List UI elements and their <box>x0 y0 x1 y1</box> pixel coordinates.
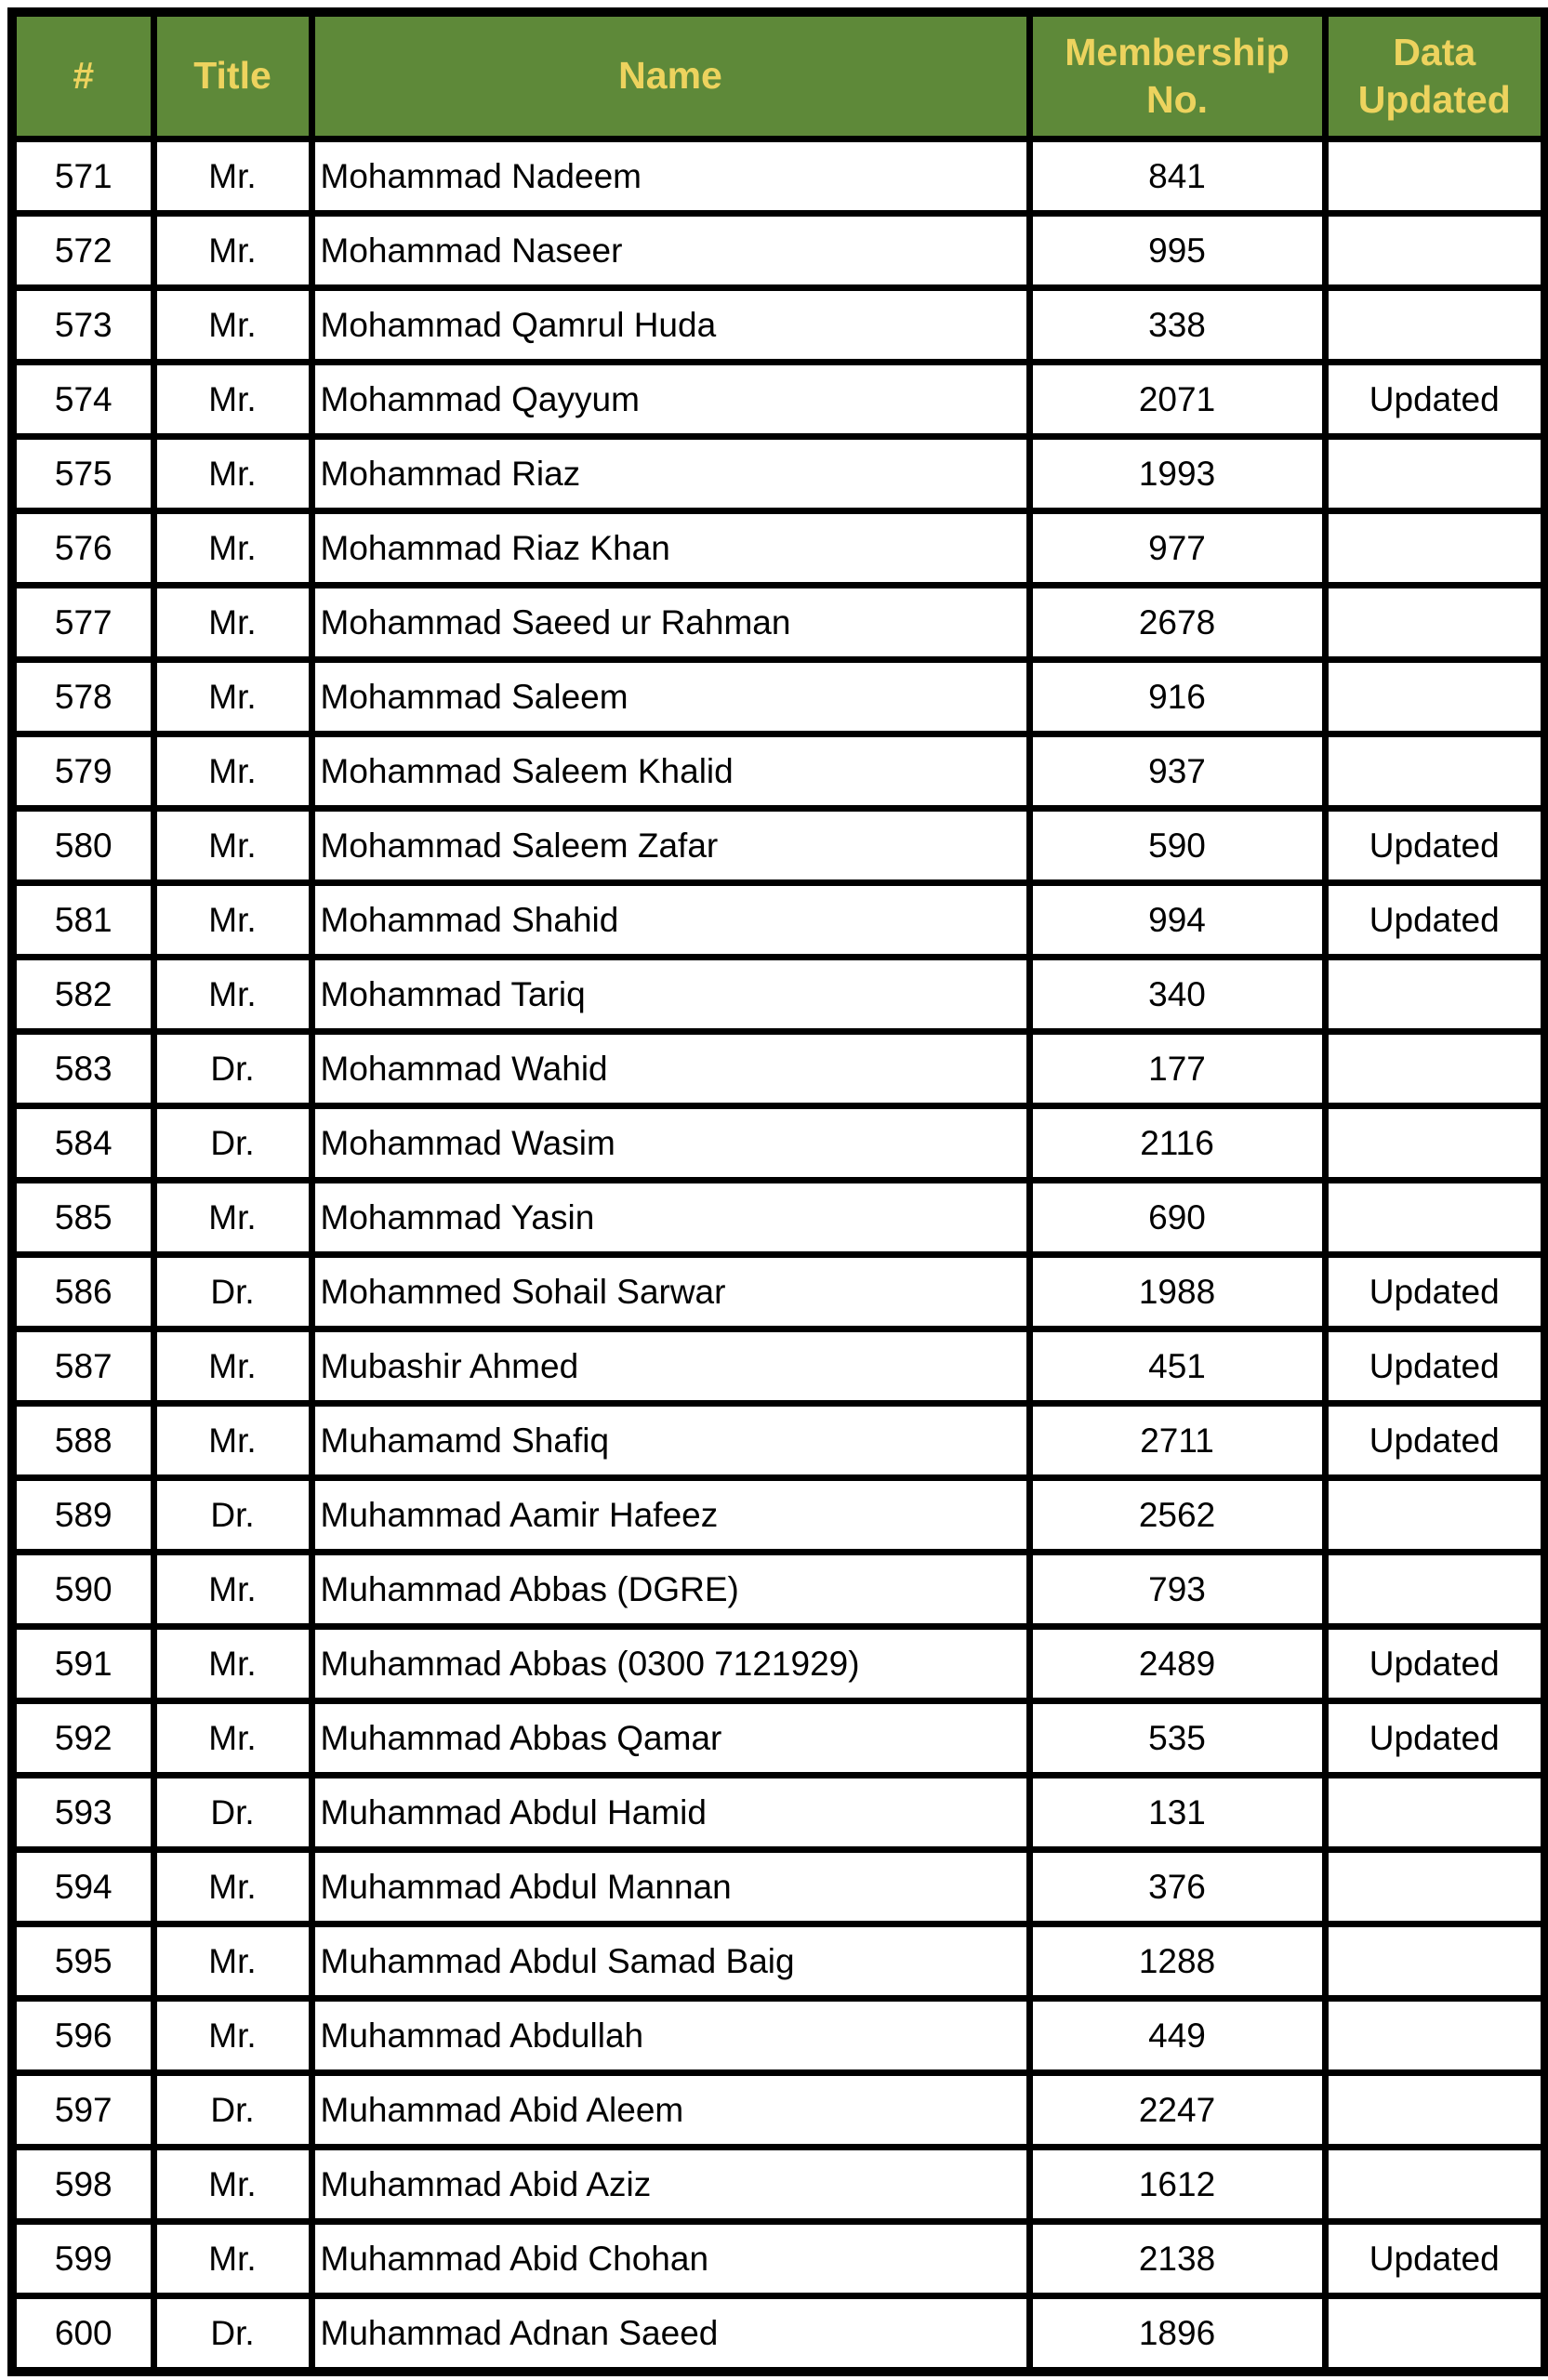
cell-title: Mr. <box>153 288 311 363</box>
table-row <box>12 734 1545 809</box>
cell-membership-no: 1288 <box>1029 1924 1325 1999</box>
cell-name: Mohammad Saleem Khalid <box>311 734 1029 809</box>
cell-membership-no: 2489 <box>1029 1627 1325 1701</box>
cell-number: 571 <box>12 139 153 214</box>
cell-data-updated <box>1325 288 1545 363</box>
cell-name: Mohammad Qamrul Huda <box>311 288 1029 363</box>
cell-data-updated <box>1325 1478 1545 1553</box>
cell-membership-no: 376 <box>1029 1850 1325 1924</box>
cell-name: Muhammad Aamir Hafeez <box>311 1478 1029 1553</box>
cell-name: Muhamamd Shafiq <box>311 1404 1029 1478</box>
cell-number: 576 <box>12 511 153 586</box>
cell-membership-no: 2116 <box>1029 1106 1325 1181</box>
cell-number: 584 <box>12 1106 153 1181</box>
cell-number: 594 <box>12 1850 153 1924</box>
table-row <box>12 660 1545 734</box>
cell-title: Mr. <box>153 958 311 1032</box>
cell-title: Mr. <box>153 139 311 214</box>
col-header-name: Name <box>311 12 1029 139</box>
cell-number: 593 <box>12 1776 153 1850</box>
cell-title: Dr. <box>153 1032 311 1106</box>
cell-membership-no: 177 <box>1029 1032 1325 1106</box>
cell-membership-no: 2071 <box>1029 363 1325 437</box>
cell-number: 586 <box>12 1255 153 1329</box>
cell-number: 581 <box>12 883 153 958</box>
table-row <box>12 1999 1545 2073</box>
cell-data-updated <box>1325 586 1545 660</box>
cell-membership-no: 2711 <box>1029 1404 1325 1478</box>
table-row <box>12 2148 1545 2222</box>
table-row <box>12 1255 1545 1329</box>
cell-title: Mr. <box>153 1181 311 1255</box>
cell-membership-no: 1993 <box>1029 437 1325 511</box>
table-row <box>12 1181 1545 1255</box>
cell-title: Dr. <box>153 1255 311 1329</box>
table-row <box>12 2222 1545 2296</box>
cell-data-updated: Updated <box>1325 809 1545 883</box>
cell-title: Mr. <box>153 1329 311 1404</box>
cell-membership-no: 793 <box>1029 1553 1325 1627</box>
cell-title: Mr. <box>153 1701 311 1776</box>
cell-membership-no: 451 <box>1029 1329 1325 1404</box>
cell-membership-no: 2562 <box>1029 1478 1325 1553</box>
cell-data-updated <box>1325 139 1545 214</box>
table-row <box>12 288 1545 363</box>
cell-name: Mohammad Saeed ur Rahman <box>311 586 1029 660</box>
cell-data-updated <box>1325 437 1545 511</box>
cell-title: Mr. <box>153 809 311 883</box>
cell-name: Muhammad Abdul Mannan <box>311 1850 1029 1924</box>
cell-number: 599 <box>12 2222 153 2296</box>
cell-membership-no: 916 <box>1029 660 1325 734</box>
cell-data-updated <box>1325 214 1545 288</box>
table-row <box>12 1924 1545 1999</box>
cell-name: Muhammad Abid Aleem <box>311 2073 1029 2148</box>
cell-number: 596 <box>12 1999 153 2073</box>
cell-name: Mohammad Wahid <box>311 1032 1029 1106</box>
cell-name: Mohammad Wasim <box>311 1106 1029 1181</box>
cell-data-updated: Updated <box>1325 1329 1545 1404</box>
cell-membership-no: 1988 <box>1029 1255 1325 1329</box>
cell-number: 585 <box>12 1181 153 1255</box>
cell-title: Mr. <box>153 1924 311 1999</box>
cell-data-updated: Updated <box>1325 1255 1545 1329</box>
cell-title: Dr. <box>153 1776 311 1850</box>
cell-data-updated <box>1325 2296 1545 2373</box>
cell-title: Dr. <box>153 1106 311 1181</box>
cell-number: 572 <box>12 214 153 288</box>
cell-number: 589 <box>12 1478 153 1553</box>
cell-membership-no: 937 <box>1029 734 1325 809</box>
cell-title: Mr. <box>153 2148 311 2222</box>
table-row <box>12 1478 1545 1553</box>
cell-membership-no: 1612 <box>1029 2148 1325 2222</box>
cell-title: Mr. <box>153 2222 311 2296</box>
cell-data-updated <box>1325 1032 1545 1106</box>
cell-name: Muhammad Abid Chohan <box>311 2222 1029 2296</box>
table-row <box>12 1553 1545 1627</box>
cell-membership-no: 2678 <box>1029 586 1325 660</box>
cell-title: Mr. <box>153 1627 311 1701</box>
cell-title: Mr. <box>153 214 311 288</box>
cell-title: Dr. <box>153 2296 311 2373</box>
cell-data-updated <box>1325 2148 1545 2222</box>
cell-title: Dr. <box>153 2073 311 2148</box>
table-row <box>12 1776 1545 1850</box>
table-row <box>12 2073 1545 2148</box>
cell-number: 588 <box>12 1404 153 1478</box>
cell-number: 582 <box>12 958 153 1032</box>
table-row <box>12 1032 1545 1106</box>
table-row <box>12 511 1545 586</box>
cell-membership-no: 1896 <box>1029 2296 1325 2373</box>
cell-title: Mr. <box>153 883 311 958</box>
cell-number: 600 <box>12 2296 153 2373</box>
cell-membership-no: 841 <box>1029 139 1325 214</box>
table-row <box>12 883 1545 958</box>
cell-number: 597 <box>12 2073 153 2148</box>
cell-title: Mr. <box>153 1404 311 1478</box>
cell-name: Mohammed Sohail Sarwar <box>311 1255 1029 1329</box>
cell-membership-no: 977 <box>1029 511 1325 586</box>
cell-name: Muhammad Abdul Hamid <box>311 1776 1029 1850</box>
col-header-data-updated: Data Updated <box>1325 12 1545 139</box>
table-row <box>12 1850 1545 1924</box>
cell-number: 575 <box>12 437 153 511</box>
cell-name: Mohammad Saleem <box>311 660 1029 734</box>
col-header-membership-no: Membership No. <box>1029 12 1325 139</box>
cell-number: 598 <box>12 2148 153 2222</box>
cell-name: Muhammad Abbas (DGRE) <box>311 1553 1029 1627</box>
table-row <box>12 1329 1545 1404</box>
cell-data-updated <box>1325 1553 1545 1627</box>
cell-data-updated: Updated <box>1325 2222 1545 2296</box>
cell-number: 573 <box>12 288 153 363</box>
cell-title: Mr. <box>153 437 311 511</box>
cell-number: 587 <box>12 1329 153 1404</box>
table-row <box>12 214 1545 288</box>
cell-title: Mr. <box>153 363 311 437</box>
cell-title: Mr. <box>153 1999 311 2073</box>
cell-number: 574 <box>12 363 153 437</box>
cell-title: Mr. <box>153 734 311 809</box>
cell-number: 590 <box>12 1553 153 1627</box>
table-row <box>12 1627 1545 1701</box>
table-row <box>12 1404 1545 1478</box>
cell-name: Muhammad Adnan Saeed <box>311 2296 1029 2373</box>
cell-data-updated <box>1325 1181 1545 1255</box>
cell-membership-no: 994 <box>1029 883 1325 958</box>
cell-data-updated <box>1325 1106 1545 1181</box>
cell-membership-no: 995 <box>1029 214 1325 288</box>
cell-data-updated: Updated <box>1325 363 1545 437</box>
cell-membership-no: 338 <box>1029 288 1325 363</box>
cell-data-updated: Updated <box>1325 1627 1545 1701</box>
cell-membership-no: 2138 <box>1029 2222 1325 2296</box>
header-row <box>12 12 1545 139</box>
table-row <box>12 437 1545 511</box>
cell-title: Dr. <box>153 1478 311 1553</box>
cell-name: Mohammad Qayyum <box>311 363 1029 437</box>
cell-name: Mohammad Saleem Zafar <box>311 809 1029 883</box>
col-header-title: Title <box>153 12 311 139</box>
cell-membership-no: 590 <box>1029 809 1325 883</box>
cell-name: Mohammad Riaz Khan <box>311 511 1029 586</box>
cell-title: Mr. <box>153 660 311 734</box>
cell-data-updated: Updated <box>1325 883 1545 958</box>
cell-data-updated <box>1325 1850 1545 1924</box>
cell-membership-no: 340 <box>1029 958 1325 1032</box>
table-row <box>12 586 1545 660</box>
cell-membership-no: 2247 <box>1029 2073 1325 2148</box>
cell-name: Mohammad Naseer <box>311 214 1029 288</box>
cell-number: 580 <box>12 809 153 883</box>
cell-name: Mohammad Yasin <box>311 1181 1029 1255</box>
cell-name: Mohammad Nadeem <box>311 139 1029 214</box>
cell-membership-no: 131 <box>1029 1776 1325 1850</box>
cell-membership-no: 690 <box>1029 1181 1325 1255</box>
cell-name: Muhammad Abbas Qamar <box>311 1701 1029 1776</box>
cell-data-updated <box>1325 2073 1545 2148</box>
cell-name: Muhammad Abid Aziz <box>311 2148 1029 2222</box>
cell-number: 583 <box>12 1032 153 1106</box>
table-row <box>12 958 1545 1032</box>
cell-name: Muhammad Abdul Samad Baig <box>311 1924 1029 1999</box>
cell-number: 579 <box>12 734 153 809</box>
cell-data-updated <box>1325 1999 1545 2073</box>
cell-data-updated <box>1325 958 1545 1032</box>
cell-number: 595 <box>12 1924 153 1999</box>
table-row <box>12 2296 1545 2373</box>
table-row <box>12 139 1545 214</box>
cell-data-updated: Updated <box>1325 1404 1545 1478</box>
cell-title: Mr. <box>153 586 311 660</box>
cell-data-updated <box>1325 734 1545 809</box>
cell-membership-no: 449 <box>1029 1999 1325 2073</box>
cell-number: 591 <box>12 1627 153 1701</box>
cell-number: 577 <box>12 586 153 660</box>
cell-data-updated <box>1325 1776 1545 1850</box>
cell-title: Mr. <box>153 1553 311 1627</box>
cell-membership-no: 535 <box>1029 1701 1325 1776</box>
cell-name: Mohammad Shahid <box>311 883 1029 958</box>
table-row <box>12 1106 1545 1181</box>
cell-name: Mubashir Ahmed <box>311 1329 1029 1404</box>
table-body <box>12 139 1545 2373</box>
cell-title: Mr. <box>153 1850 311 1924</box>
table-row <box>12 363 1545 437</box>
cell-data-updated <box>1325 660 1545 734</box>
cell-number: 592 <box>12 1701 153 1776</box>
cell-title: Mr. <box>153 511 311 586</box>
cell-number: 578 <box>12 660 153 734</box>
cell-name: Mohammad Tariq <box>311 958 1029 1032</box>
cell-name: Muhammad Abbas (0300 7121929) <box>311 1627 1029 1701</box>
membership-table <box>7 7 1548 2376</box>
cell-name: Muhammad Abdullah <box>311 1999 1029 2073</box>
cell-name: Mohammad Riaz <box>311 437 1029 511</box>
table-row <box>12 809 1545 883</box>
cell-data-updated <box>1325 511 1545 586</box>
cell-data-updated <box>1325 1924 1545 1999</box>
cell-data-updated: Updated <box>1325 1701 1545 1776</box>
table-row <box>12 1701 1545 1776</box>
col-header-number: # <box>12 12 153 139</box>
